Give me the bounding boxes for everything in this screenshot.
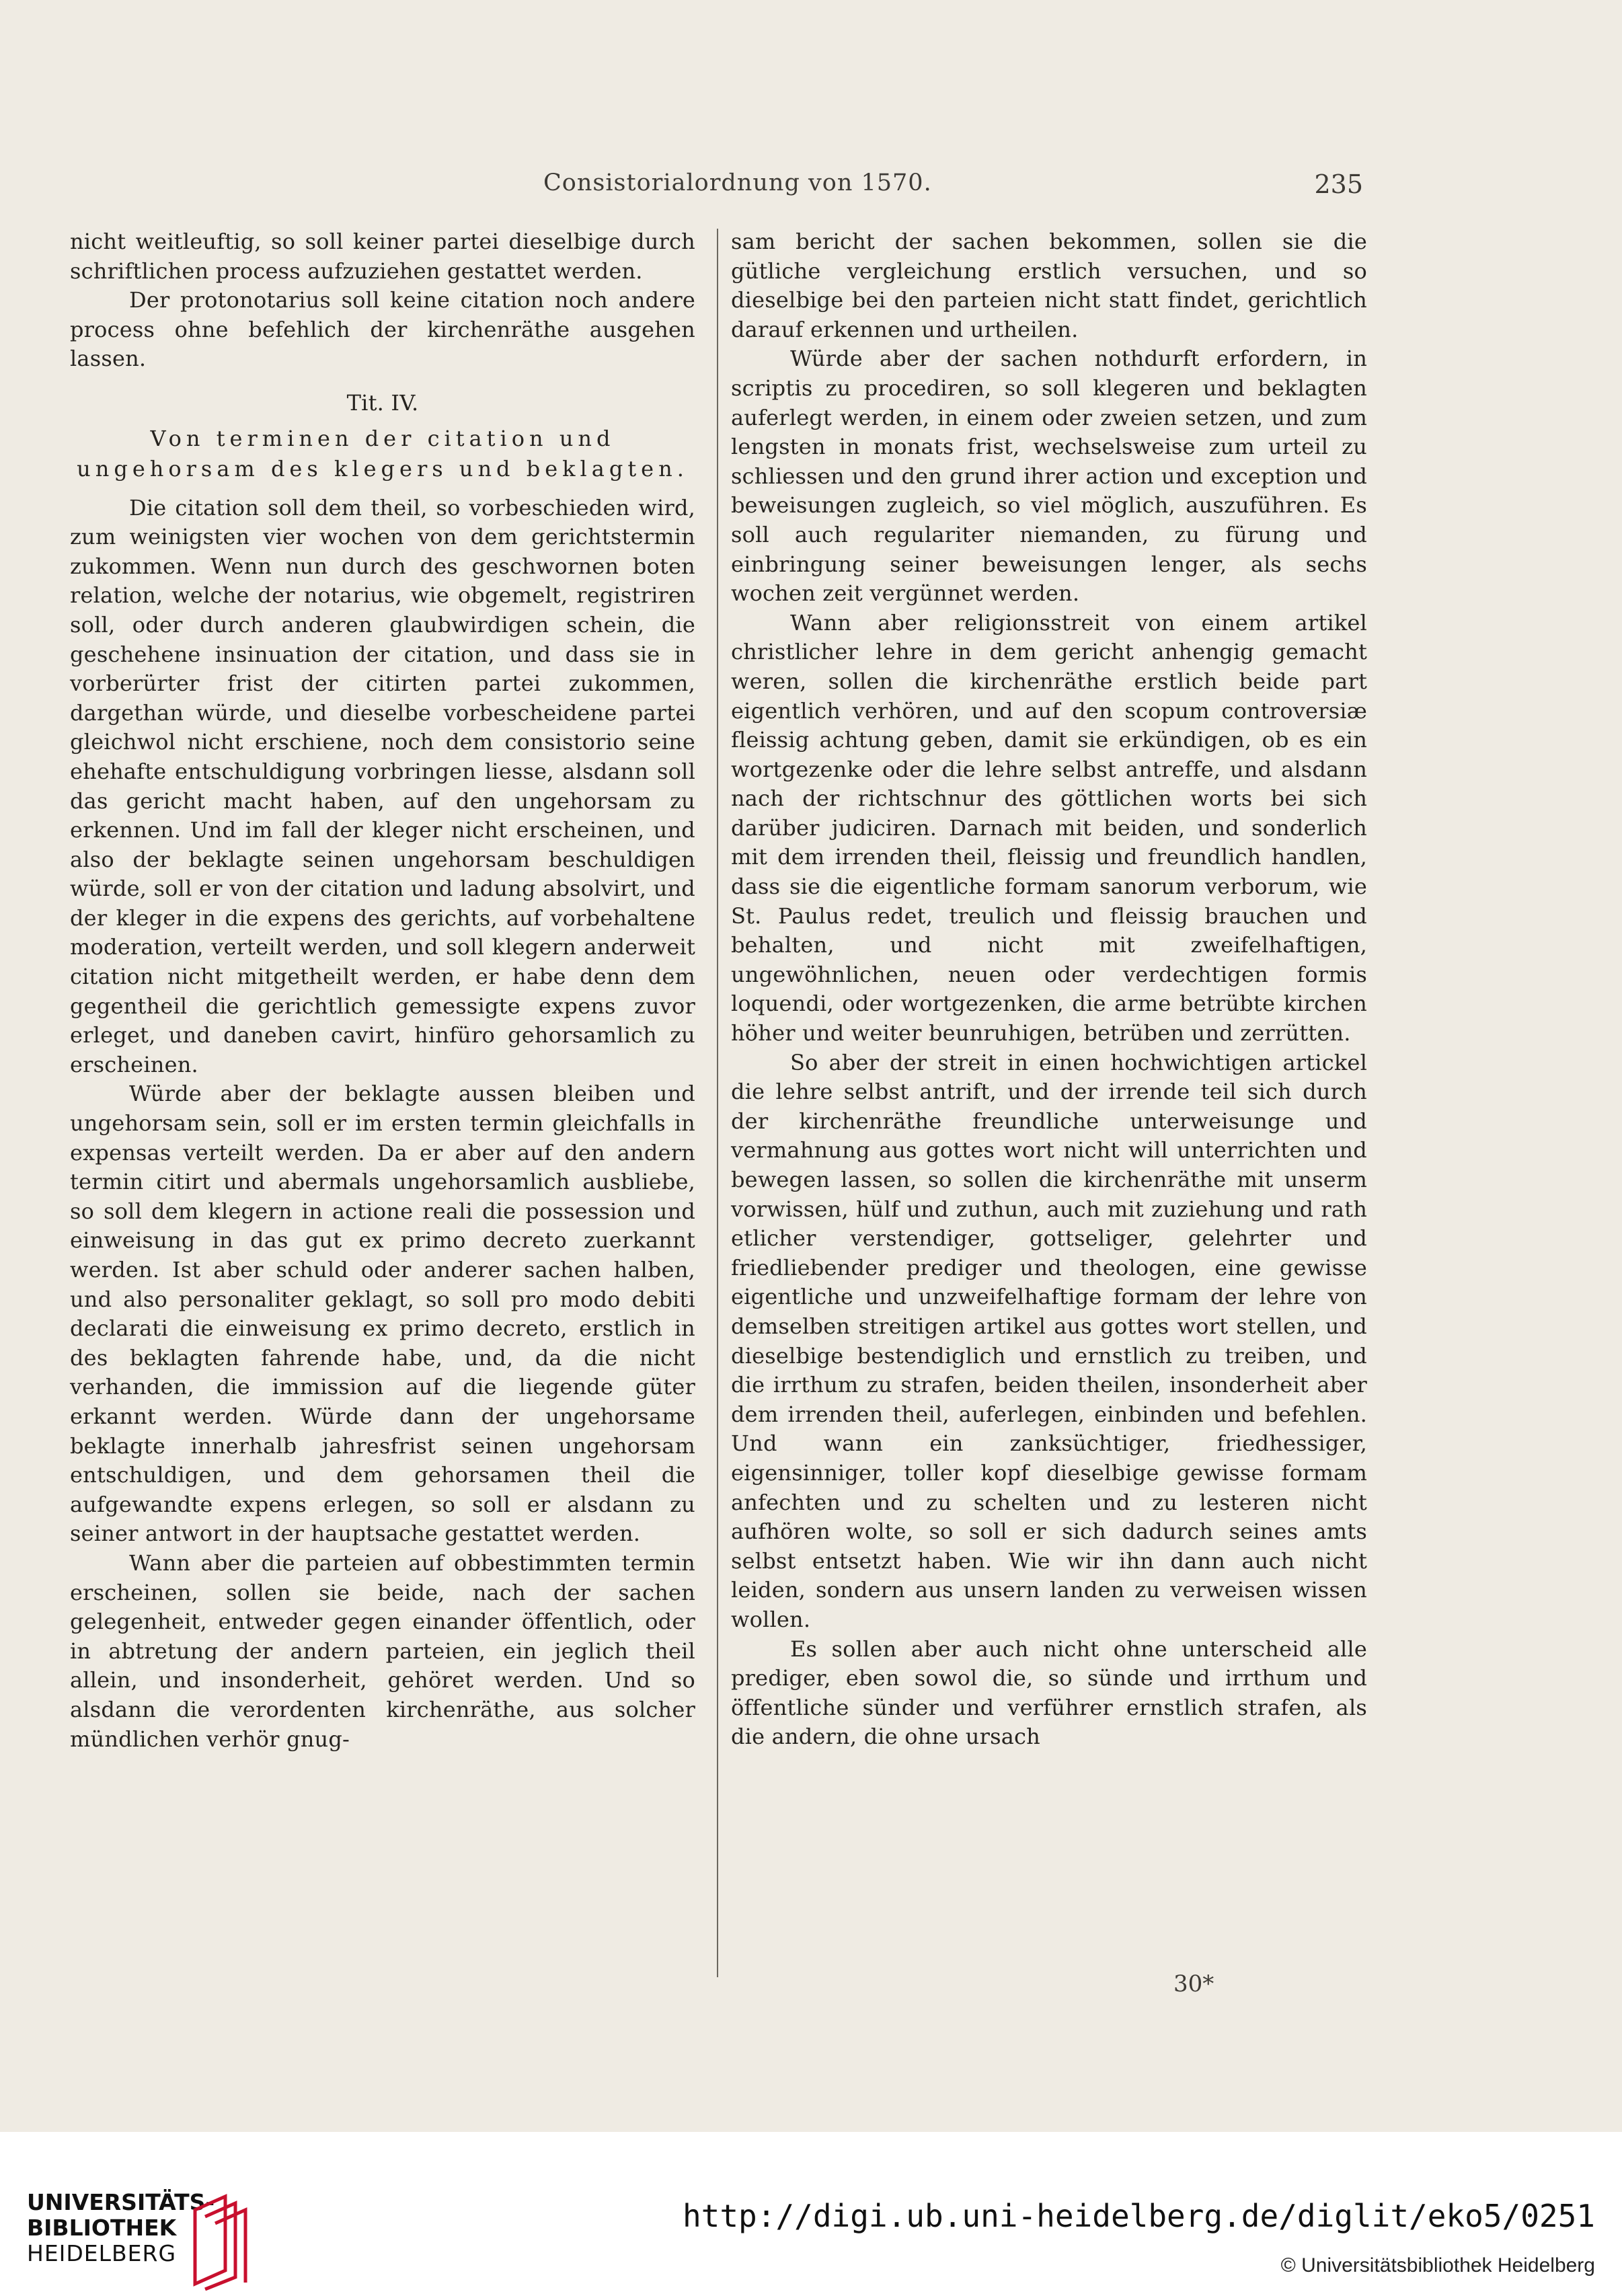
paragraph: Es sollen aber auch nicht ohne unterscheid alle prediger, eben sowol die, so sünde und irrthum und öffentliche sünder und verführer ernstlich strafen, als die andern, die ohne ursach [731, 1636, 1367, 1750]
copyright-notice: © Universitätsbibliothek Heidelberg [1280, 2254, 1595, 2276]
paragraph: Die citation soll dem theil, so vorbeschieden wird, zum weinigsten vier wochen von dem gerichtstermin zukommen. Wenn nun durch des geschwornen boten relation, welche der notarius, wie obgemelt, registriren soll, oder durch anderen glaubwirdigen schein, die geschehene insinuation der citation, und dass sie in vorberürter frist der citirten partei zukommen, dargethan würde, und dieselbe vorbescheidene partei gleichwol nicht erschiene, noch dem consistorio seine ehehafte entschuldigung vorbringen liesse, alsdann soll das gericht macht haben, auf den ungehorsam zu erkennen. Und im fall der kleger nicht erscheinen, und also der beklagte seinen ungehorsam beschuldigen würde, soll er von der citation und ladung absolvirt, und der kleger in die expens des gerichts, auf vorbehaltene moderation, verteilt werden, und soll klegern anderweit citation nicht mitgetheilt werden, er habe denn dem gegentheil die gerichtlich gemessigte expens zuvor erleget, und daneben cavirt, hinfüro gehorsamlich zu erscheinen. [70, 494, 695, 1077]
running-head-title: Consistorialordnung von 1570. [543, 169, 932, 196]
source-url-link[interactable]: http://digi.ub.uni-heidelberg.de/diglit/eko5/0251 [682, 2198, 1595, 2234]
logo-line-3: HEIDELBERG [27, 2240, 177, 2266]
section-heading: Tit. IV. [346, 389, 419, 416]
footer [0, 2132, 1622, 2296]
paragraph: Wann aber religionsstreit von einem artikel christlicher lehre in dem gericht anhengig gemacht weren, sollen die kirchenräthe erstlich beide part eigentlich verhören, und auf den scopum controversiæ fleissig achtung geben, damit sie erkündigen, ob es ein wortgezenke oder die lehre selbst antreffe, und alsdann nach der richtschnur des göttlichen worts bei sich darüber judiciren. Darnach mit beiden, und sonderlich mit dem irrenden theil, fleissig und freundlich handlen, dass sie die eigentliche formam sanorum verborum, wie St. Paulus redet, treulich und fleissig brauchen und behalten, und nicht mit zweifelhaftigen, ungewöhnlichen, neuen oder verdechtigen formis loquendi, oder wortgezenken, die arme betrübte kirchen höher und weiter beunruhigen, betrüben und zerrütten. [731, 609, 1367, 1046]
column-divider [717, 229, 718, 1977]
page-number: 235 [1314, 169, 1363, 199]
paragraph: Der protonotarius soll keine citation noch andere process ohne befehlich der kirchenräthe ausgehen lassen. [70, 287, 695, 372]
paragraph: So aber der streit in einen hochwichtigen artickel die lehre selbst antrift, und der irrende teil sich durch der kirchenräthe freundliche unterweisunge und vermahnung aus gottes wort nicht will unterrichten und bewegen lassen, so sollen die kirchenräthe mit unserm vorwissen, hülf und zuthun, auch mit zuziehung und rath etlicher verstendiger, gottseliger, gelehrter und friedliebender prediger und theologen, eine gewisse eigentliche und unzweifelhaftige formam der lehre von demselben streitigen artikel aus gottes wort stellen, und dieselbige bestendiglich und ernstlich zu treiben, und die irrthum zu strafen, beiden theilen, insonderheit aber dem irrenden theil, auferlegen, einbinden und befehlen. Und wann ein zanksüchtiger, friedhessiger, eigensinniger, toller kopf dieselbige gewisse formam anfechten und zu schelten und zu lesteren nicht aufhören wolte, so soll er sich dadurch seines amts selbst entsetzt haben. Wie wir ihn dann auch nicht leiden, sondern aus unsern landen zu verweisen wissen wollen. [731, 1049, 1367, 1632]
paragraph: Würde aber der beklagte aussen bleiben und ungehorsam sein, soll er im ersten termin gleichfalls in expensas verteilt werden. Da er aber auf den andern termin citirt und abermals ungehorsamlich ausbliebe, so soll dem klegern in actione reali die possession und einweisung in das gut ex primo decreto zuerkannt werden. Ist aber schuld oder anderer sachen halben, und also personaliter geklagt, so soll pro modo debiti declarati die einweisung ex primo decreto, erstlich in des beklagten fahrende habe, und, da die nicht verhanden, die immission auf die liegende güter erkannt werden. Würde dann der ungehorsame beklagte innerhalb jahresfrist seinen ungehorsam entschuldigen, und dem gehorsamen theil die aufgewandte expens erlegen, so soll er alsdann zu seiner antwort in der hauptsache gestattet werden. [70, 1081, 695, 1547]
right-column [731, 227, 1367, 1752]
paragraph: Wann aber die parteien auf obbestimmten termin erscheinen, sollen sie beide, nach der sachen gelegenheit, entweder gegen einander öffentlich, oder in abtretung der andern parteien, ein jeglich theil allein, und insonderheit, gehöret werden. Und so alsdann die verordenten kirchenräthe, aus solcher mündlichen verhör gnug- [70, 1549, 695, 1752]
logo-line-2: BIBLIOTHEK [27, 2215, 177, 2241]
signature-mark: 30* [1173, 1970, 1214, 1997]
library-logo[interactable] [27, 2190, 403, 2291]
paragraph: nicht weitleuftig, so soll keiner partei dieselbige durch schriftlichen process aufzuziehen gestattet werden. [70, 229, 695, 284]
running-head [0, 169, 1622, 210]
paragraph: sam bericht der sachen bekommen, sollen sie die gütliche vergleichung erstlich versuchen, und so dieselbige bei den parteien nicht statt findet, gerichtlich darauf erkennen und urtheilen. [731, 229, 1367, 342]
section-subtitle: Von terminen der citation und ungehorsam des klegers und beklagten. [77, 425, 689, 482]
logo-symbol-icon [188, 2190, 256, 2291]
logo-text [27, 2190, 215, 2266]
left-column [70, 227, 695, 1754]
paragraph: Würde aber der sachen nothdurft erfordern, in scriptis zu procediren, so soll klegeren und beklagten auferlegt werden, in einem oder zweien setzen, und zum lengsten in monats frist, wechselsweise zum urteil zu schliessen und den grund ihrer action und exception und beweisungen zugleich, so viel möglich, auszuführen. Es soll auch regulariter niemanden, zu fürung und einbringung seiner beweisungen lenger, als sechs wochen zeit vergünnet werden. [731, 346, 1367, 607]
logo-line-1: UNIVERSITÄTS- [27, 2189, 215, 2215]
